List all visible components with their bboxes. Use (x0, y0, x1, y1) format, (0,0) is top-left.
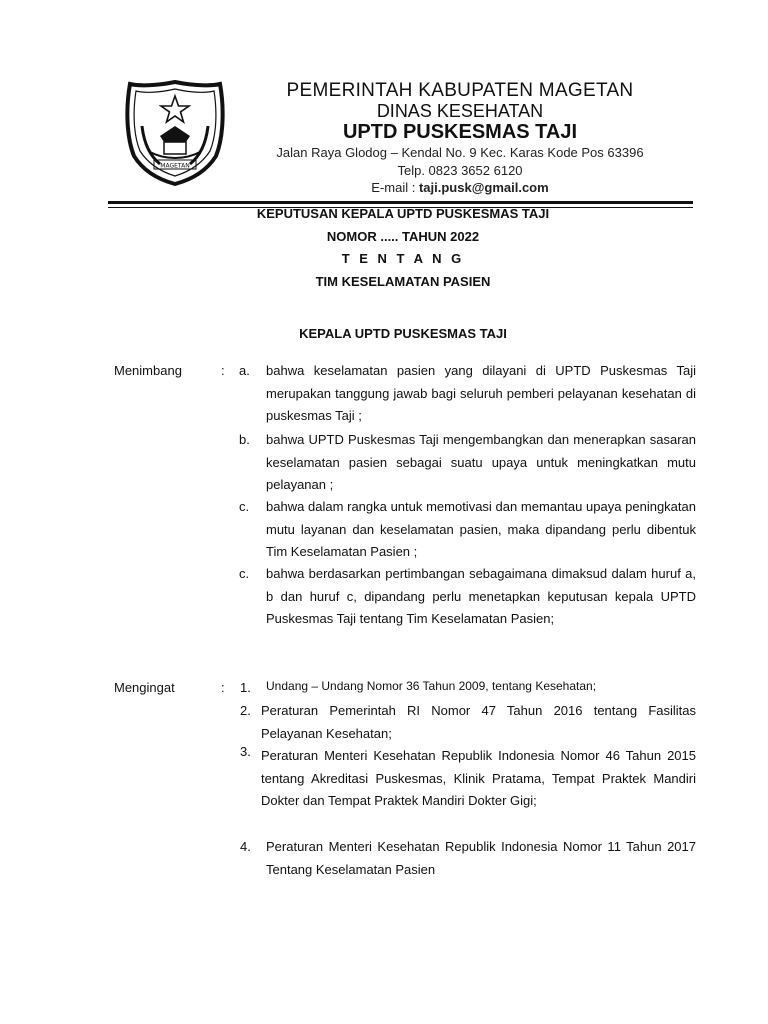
decree-subject: TIM KESELAMATAN PASIEN (315, 274, 491, 289)
decree-number: NOMOR ..... TAHUN 2022 (326, 229, 480, 244)
menimbang-item: bahwa dalam rangka untuk memotivasi dan memantau upaya peningkatan mutu layanan dan keselamatan pasien, maka dipandang perlu dibentuk Tim Keselamatan Pasien ; (266, 499, 696, 559)
letterhead-address: Jalan Raya Glodog – Kendal No. 9 Kec. Karas Kode Pos 63396 (276, 145, 644, 160)
letterhead-government: PEMERINTAH KABUPATEN MAGETAN (286, 80, 634, 101)
decree-official: KEPALA UPTD PUSKESMAS TAJI (299, 326, 507, 341)
decree-about: T E N T A N G (341, 251, 465, 266)
letterhead-email (240, 180, 680, 195)
menimbang-marker: b. (239, 432, 250, 447)
letterhead-phone: Telp. 0823 3652 6120 (397, 163, 523, 178)
menimbang-marker: a. (239, 363, 250, 378)
mengingat-label: Mengingat (114, 680, 175, 695)
letterhead-divider-thick (108, 201, 693, 204)
menimbang-item: bahwa UPTD Puskesmas Taji mengembangkan dan menerapkan sasaran keselamatan pasien sebagai suatu upaya untuk meningkatkan mutu pelayanan ; (266, 432, 696, 492)
kabupaten-magetan-emblem (120, 76, 230, 186)
mengingat-marker: 2. (240, 703, 251, 718)
menimbang-item: bahwa keselamatan pasien yang dilayani di UPTD Puskesmas Taji merupakan tanggung jawab bagi seluruh pemberi pelayanan kesehatan di puskesmas Taji ; (266, 363, 696, 423)
mengingat-item: Undang – Undang Nomor 36 Tahun 2009, tentang Kesehatan; (266, 679, 597, 693)
emblem-ribbon-text: MAGETAN (160, 162, 190, 170)
email-address: taji.pusk@gmail.com (418, 180, 549, 195)
mengingat-item: Peraturan Pemerintah RI Nomor 47 Tahun 2016 tentang Fasilitas Pelayanan Kesehatan; (261, 703, 696, 741)
emblem-graphic (120, 76, 230, 186)
mengingat-item: Peraturan Menteri Kesehatan Republik Indonesia Nomor 46 Tahun 2015 tentang Akreditasi Puskesmas, Klinik Pratama, Tempat Praktek Mandiri Dokter dan Tempat Praktek Mandiri Dokter Gigi; (261, 748, 696, 808)
mengingat-item: Peraturan Menteri Kesehatan Republik Indonesia Nomor 11 Tahun 2017 Tentang Keselamatan Pasien (266, 839, 696, 877)
mengingat-marker: 4. (240, 839, 251, 854)
letterhead-department: DINAS KESEHATAN (376, 101, 544, 121)
letterhead-unit: UPTD PUSKESMAS TAJI (342, 121, 578, 143)
menimbang-label: Menimbang (114, 363, 182, 378)
mengingat-marker: 1. (240, 680, 251, 695)
mengingat-marker: 3. (240, 744, 251, 759)
menimbang-marker: c. (239, 566, 250, 581)
mengingat-colon: : (221, 680, 225, 695)
menimbang-item: bahwa berdasarkan pertimbangan sebagaimana dimaksud dalam huruf a, b dan huruf c, dipandang perlu menetapkan keputusan kepala UPTD Puskesmas Taji tentang Tim Keselamatan Pasien; (266, 566, 696, 626)
email-label: E-mail : (371, 180, 419, 195)
menimbang-colon: : (221, 363, 225, 378)
decree-title: KEPUTUSAN KEPALA UPTD PUSKESMAS TAJI (256, 206, 550, 221)
menimbang-marker: c. (239, 499, 250, 514)
